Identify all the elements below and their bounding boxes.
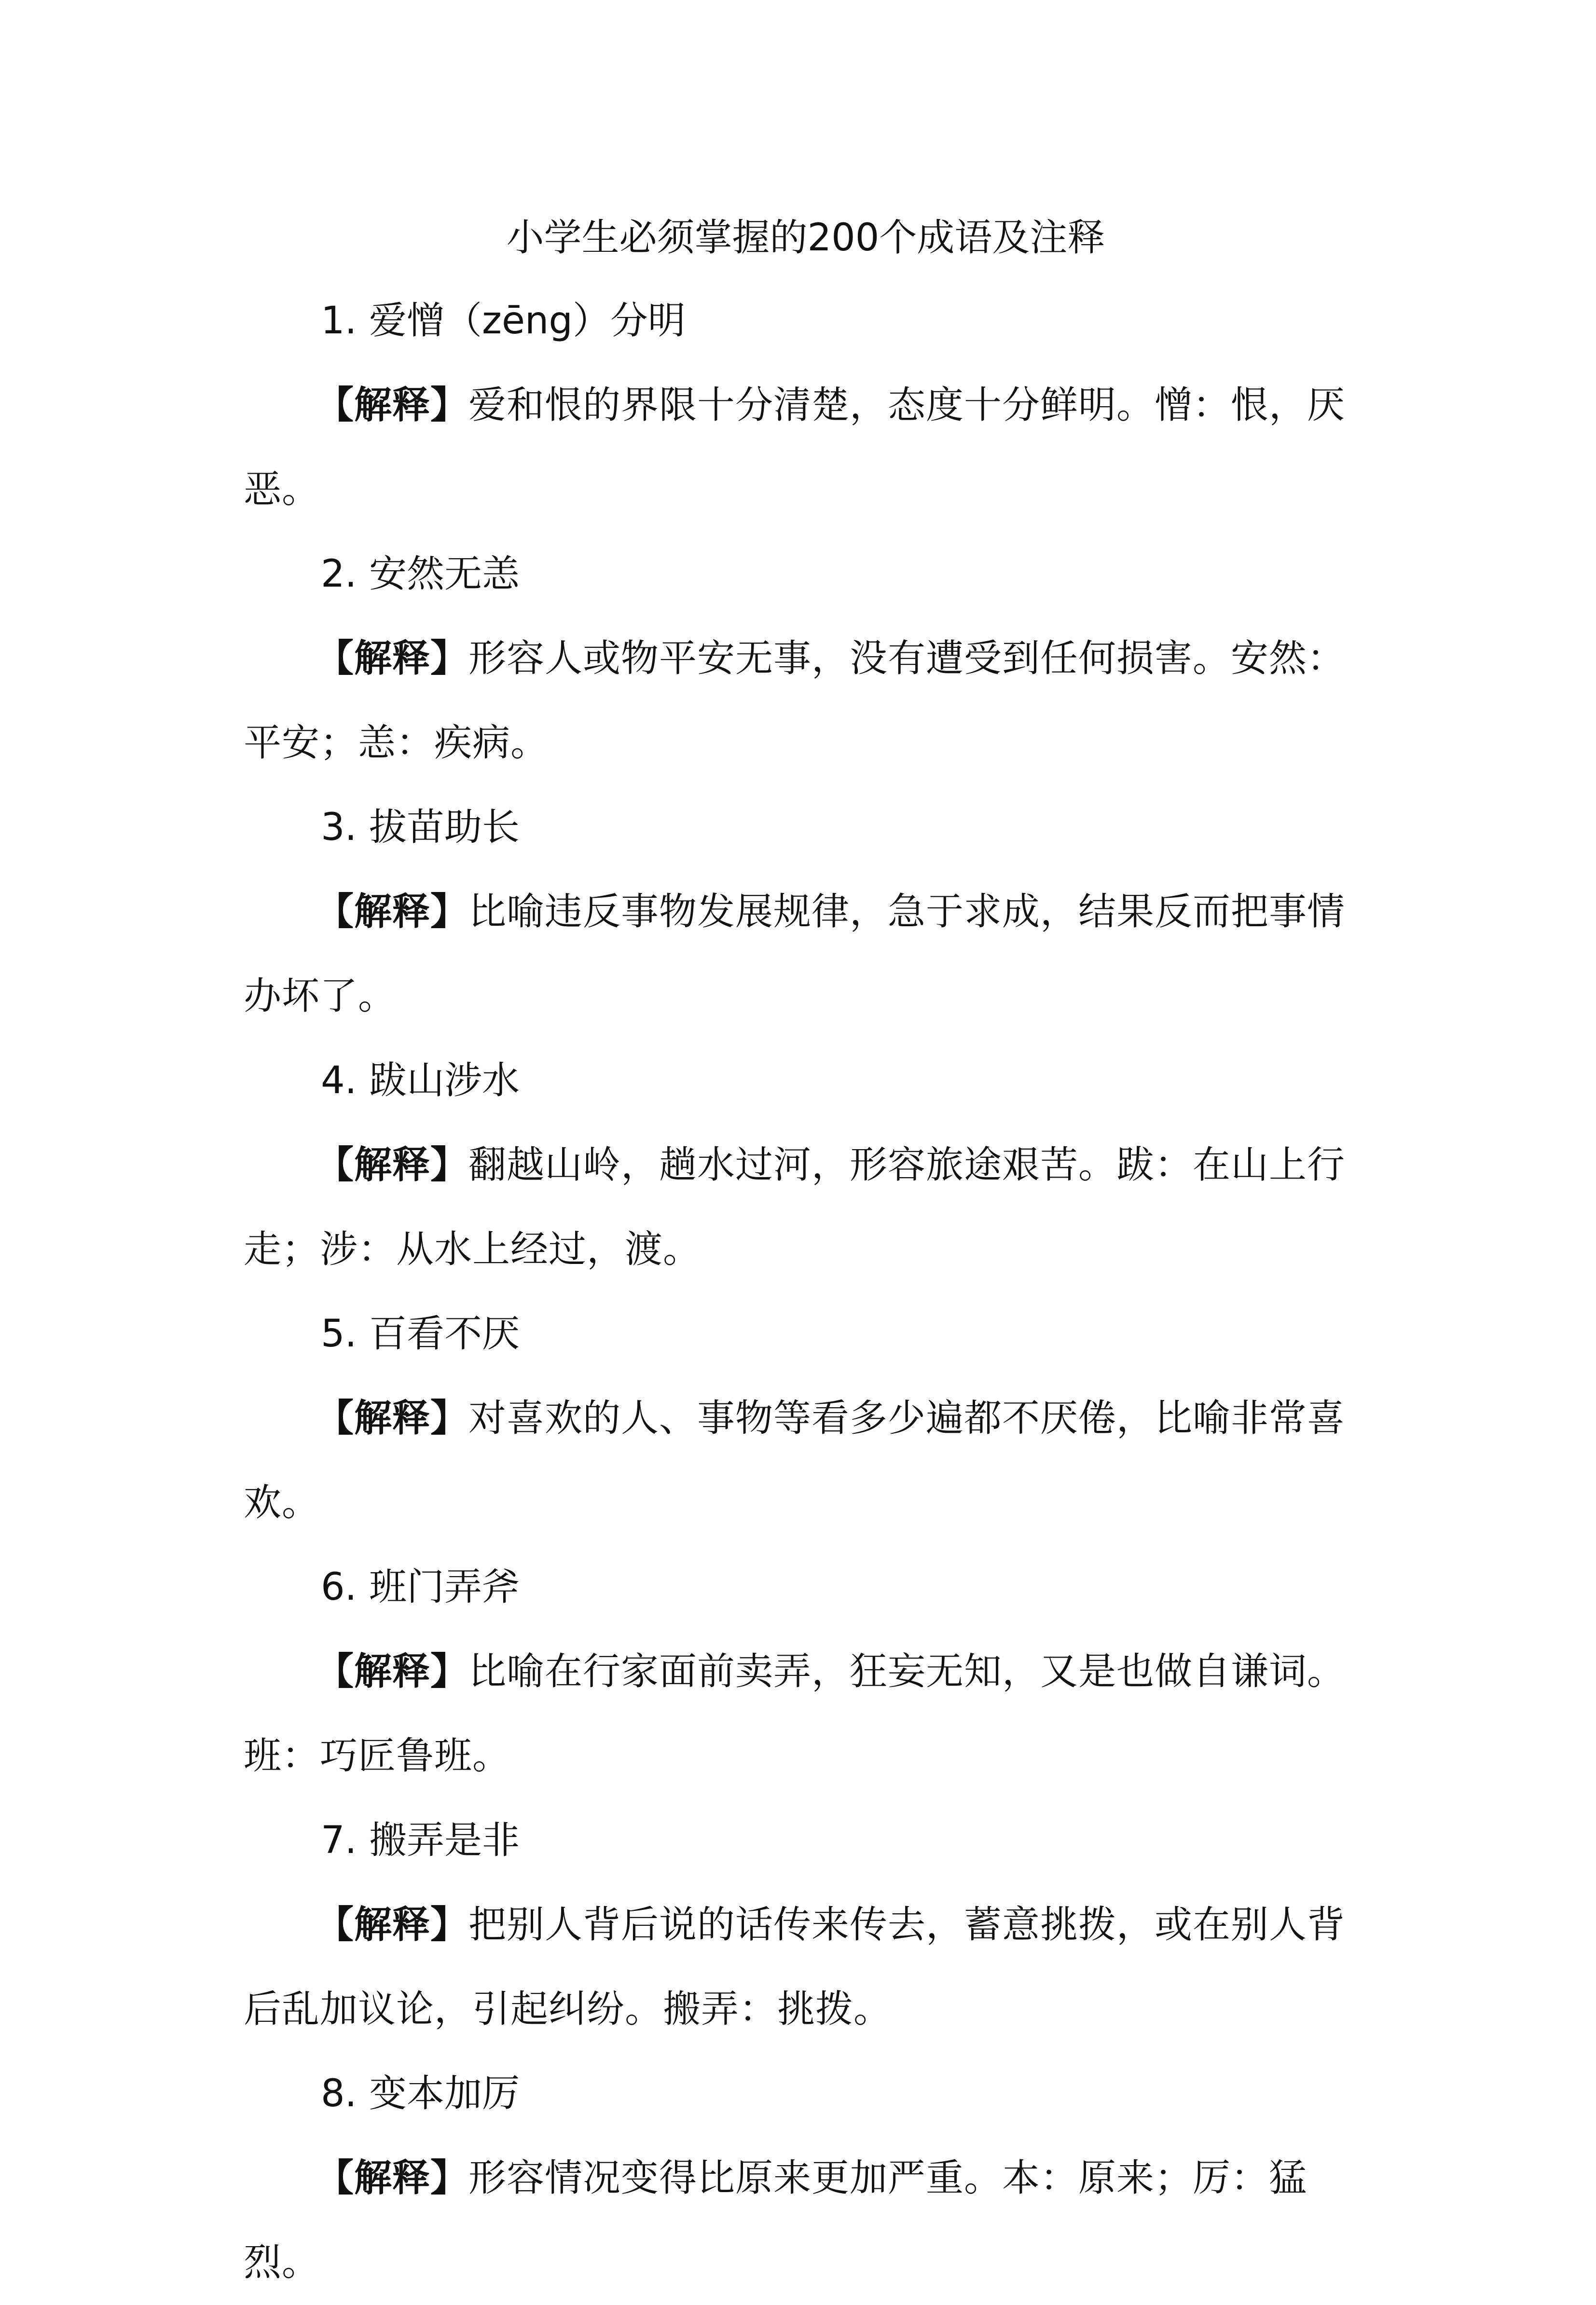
idiom-text: 班门弄斧 — [369, 1565, 520, 1609]
idiom-heading — [244, 1292, 1368, 1376]
idiom-heading — [244, 279, 1368, 363]
explain-label: 【解释】 — [316, 1397, 469, 1440]
explain-label: 【解释】 — [316, 1143, 469, 1187]
explanation-text: 比喻在行家面前卖弄，狂妄无知，又是也做自谦词。班：巧匠鲁班。 — [244, 1650, 1346, 1778]
explanation-text: 把别人背后说的话传来传去，蓄意挑拨，或在别人背后乱加议论，引起纠纷。搬弄：挑拨。 — [244, 1903, 1346, 2031]
idiom-explanation — [244, 1376, 1368, 1545]
idiom-text: 百看不厌 — [369, 1312, 520, 1356]
explanation-text: 爱和恨的界限十分清楚，态度十分鲜明。憎：恨，厌恶。 — [244, 384, 1346, 511]
explanation-text: 对喜欢的人、事物等看多少遍都不厌倦，比喻非常喜欢。 — [244, 1397, 1346, 1524]
idiom-explanation — [244, 1123, 1368, 1292]
idiom-explanation — [244, 1883, 1368, 2052]
idiom-number: 3. — [321, 806, 357, 849]
idiom-number: 6. — [321, 1565, 357, 1609]
idiom-number: 7. — [321, 1819, 357, 1862]
explain-label: 【解释】 — [316, 890, 469, 933]
idiom-heading — [244, 532, 1368, 617]
page-title: 小学生必须掌握的200个成语及注释 — [506, 216, 1105, 260]
idiom-text: 安然无恙 — [369, 552, 520, 596]
idiom-heading — [244, 2052, 1368, 2136]
idiom-heading — [244, 1798, 1368, 1883]
explain-label: 【解释】 — [316, 637, 469, 680]
explain-label: 【解释】 — [316, 1903, 469, 1947]
explain-label: 【解释】 — [316, 384, 469, 427]
idiom-heading — [244, 1039, 1368, 1123]
idiom-number: 1. — [321, 299, 357, 343]
idiom-text: 爱憎（zēng）分明 — [369, 299, 686, 343]
idiom-number: 8. — [321, 2072, 357, 2115]
idiom-number: 5. — [321, 1312, 357, 1356]
explanation-text: 比喻违反事物发展规律，急于求成，结果反而把事情办坏了。 — [244, 890, 1346, 1018]
idiom-text: 搬弄是非 — [369, 1819, 520, 1862]
idiom-explanation — [244, 870, 1368, 1039]
explanation-text: 翻越山岭，趟水过河，形容旅途艰苦。跋：在山上行走；涉：从水上经过，渡。 — [244, 1143, 1346, 1271]
idiom-explanation — [244, 363, 1368, 532]
explain-label: 【解释】 — [316, 2156, 469, 2200]
document-content — [244, 197, 1368, 2305]
idiom-heading — [244, 1545, 1368, 1630]
idiom-explanation — [244, 617, 1368, 785]
idiom-number: 4. — [321, 1059, 357, 1102]
idiom-number: 2. — [321, 552, 357, 596]
explanation-text: 形容情况变得比原来更加严重。本：原来；厉：猛烈。 — [244, 2156, 1307, 2284]
explanation-text: 形容人或物平安无事，没有遭受到任何损害。安然：平安；恙：疾病。 — [244, 637, 1346, 765]
idiom-text: 跋山涉水 — [369, 1059, 520, 1102]
idiom-explanation — [244, 2136, 1368, 2305]
idiom-text: 变本加厉 — [369, 2072, 520, 2115]
idiom-explanation — [244, 1630, 1368, 1798]
idiom-text: 拔苗助长 — [369, 806, 520, 849]
explain-label: 【解释】 — [316, 1650, 469, 1693]
idiom-heading — [244, 785, 1368, 870]
